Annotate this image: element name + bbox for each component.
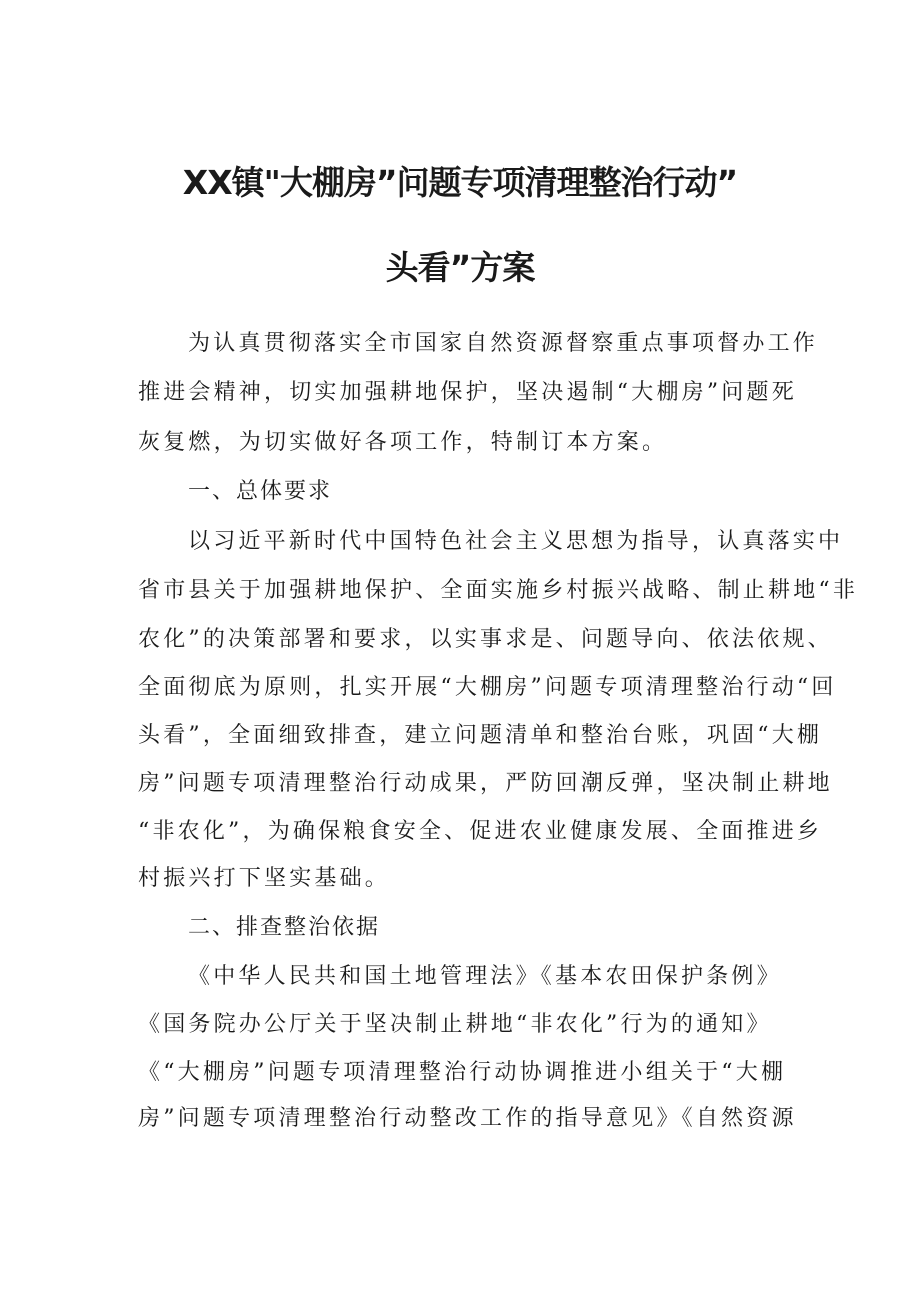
section1-line-7: “非农化”，为确保粮食安全、促进农业健康发展、全面推进乡 [138,819,823,844]
section2-line-1: 《中华人民共和国土地管理法》《基本农田保护条例》 [188,964,782,989]
intro-line-3: 灰复燃，为切实做好各项工作，特制订本方案。 [138,430,668,455]
section1-line-1: 以习近平新时代中国特色社会主义思想为指导，认真落实中 [188,529,844,554]
section1-line-8: 村振兴打下坚实基础。 [138,866,391,891]
section1-line-3: 农化”的决策部署和要求，以实事求是、问题导向、依法依规、 [138,627,833,652]
document-title-line-2: 头看”方案 [385,248,535,287]
section1-line-4: 全面彻底为原则，扎实开展“大棚房”问题专项清理整治行动“回 [138,675,837,700]
section1-line-6: 房”问题专项清理整治行动成果，严防回潮反弹，坚决制止耕地 [138,771,833,796]
section2-heading: 二、排查整治依据 [188,915,381,940]
section2-line-4: 房”问题专项清理整治行动整改工作的指导意见》《自然资源 [138,1106,797,1131]
section2-line-3: 《“大棚房”问题专项清理整治行动协调推进小组关于“大棚 [138,1060,787,1085]
section1-line-5: 头看”，全面细致排查，建立问题清单和整治台账，巩固“大棚 [138,723,823,748]
section1-line-2: 省市县关于加强耕地保护、全面实施乡村振兴战略、制止耕地“非 [138,578,859,603]
intro-line-2: 推进会精神，切实加强耕地保护，坚决遏制“大棚房”问题死 [138,380,797,405]
section2-line-2: 《国务院办公厅关于坚决制止耕地“非农化”行为的通知》 [138,1012,772,1037]
section1-heading: 一、总体要求 [188,479,333,504]
document-title-line-1: XX镇"大棚房”问题专项清理整治行动” [182,163,738,202]
intro-line-1: 为认真贯彻落实全市国家自然资源督察重点事项督办工作 [188,331,819,356]
